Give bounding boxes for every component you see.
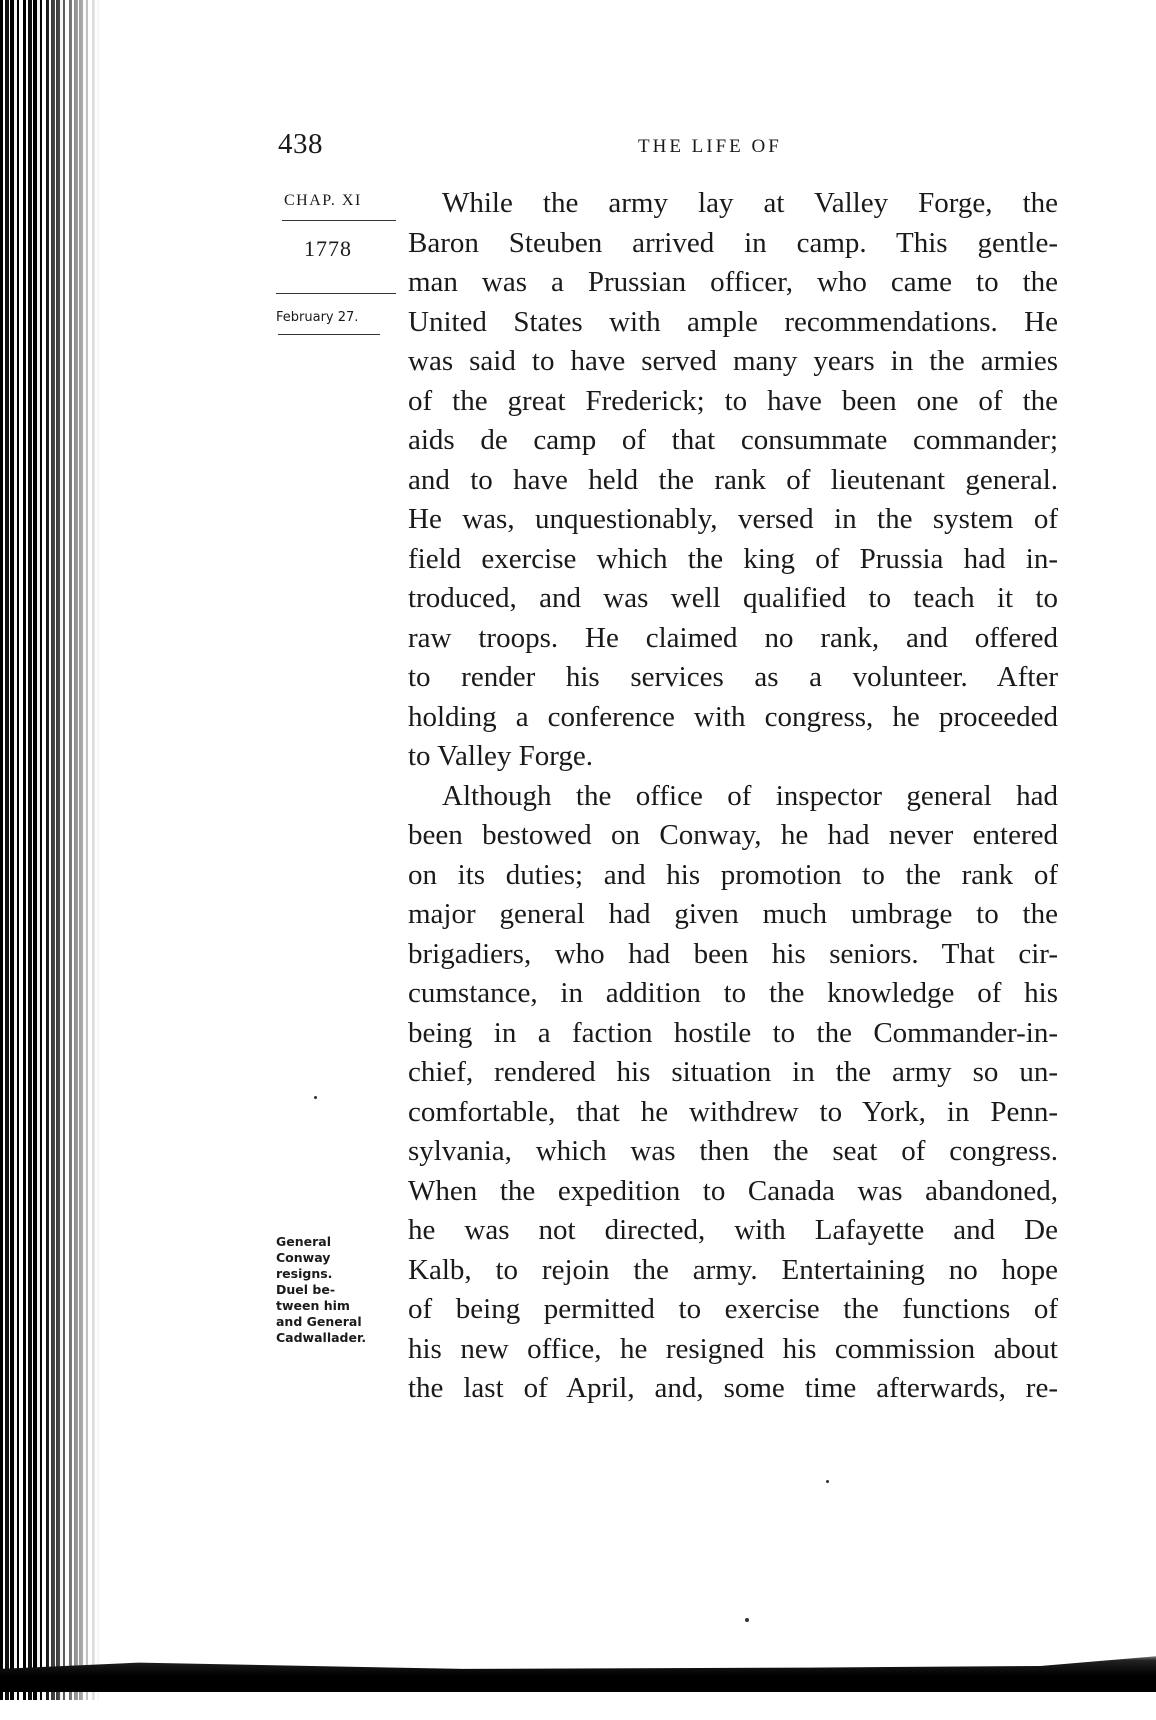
- text-line: aids de camp of that consummate commander;: [408, 424, 1058, 456]
- side-note-line: and General: [276, 1314, 362, 1329]
- text-line: and to have held the rank of lieutenant general.: [408, 463, 1058, 496]
- margin-rule: [282, 220, 396, 221]
- margin-rule: [276, 293, 396, 294]
- side-note-line: Duel be-: [276, 1282, 336, 1297]
- text-line: raw troops. He claimed no rank, and offered: [408, 621, 1058, 654]
- text-line: of the great Frederick; to have been one of the: [408, 384, 1058, 417]
- text-line: was said to have served many years in the armies: [408, 345, 1058, 377]
- text-line: his new office, he resigned his commission about: [408, 1332, 1058, 1365]
- side-note-line: tween him: [276, 1298, 350, 1313]
- page-header: [278, 128, 1058, 168]
- text-line: He was, unquestionably, versed in the system of: [408, 503, 1058, 535]
- side-note-line: resigns.: [276, 1266, 333, 1281]
- text-line: cumstance, in addition to the knowledge of his: [408, 977, 1058, 1009]
- text-line: sylvania, which was then the seat of congress.: [408, 1135, 1058, 1167]
- text-line: chief, rendered his situation in the army so un-: [408, 1056, 1058, 1088]
- text-line: brigadiers, who had been his seniors. That cir-: [408, 937, 1058, 970]
- running-head: THE LIFE OF: [638, 136, 782, 157]
- paragraph: [408, 777, 1058, 1409]
- text-line: Although the office of inspector general had: [442, 779, 1058, 812]
- text-line: United States with ample recommendations. He: [408, 305, 1058, 338]
- date-label: February 27.: [276, 310, 359, 325]
- paragraph: [408, 184, 1058, 777]
- text-line: major general had given much umbrage to the: [408, 898, 1058, 930]
- side-note-line: Cadwallader.: [276, 1330, 367, 1345]
- body-text: [408, 184, 1058, 1409]
- scanned-bottom-edge: [0, 1650, 1156, 1692]
- text-line: man was a Prussian officer, who came to the: [408, 266, 1058, 298]
- year-label: 1778: [304, 236, 352, 261]
- text-line: troduced, and was well qualified to teach it to: [408, 582, 1058, 614]
- side-note: [276, 1234, 366, 1346]
- text-line: being in a faction hostile to the Commander-in-: [408, 1016, 1058, 1049]
- side-note-line: General: [276, 1234, 331, 1249]
- text-line: the last of April, and, some time afterwards, re-: [408, 1372, 1058, 1404]
- text-line: holding a conference with congress, he proceeded: [408, 700, 1058, 733]
- page-number: 438: [278, 128, 323, 160]
- chapter-label: CHAP. XI: [284, 192, 362, 209]
- side-note-line: Conway: [276, 1250, 331, 1265]
- scan-speck: [745, 1618, 749, 1622]
- text-line: to render his services as a volunteer. After: [408, 661, 1058, 693]
- text-line: he was not directed, with Lafayette and De: [408, 1214, 1058, 1246]
- scanned-binding-edge: [0, 0, 100, 1700]
- text-line: of being permitted to exercise the functions of: [408, 1293, 1058, 1325]
- text-line: on its duties; and his promotion to the rank of: [408, 858, 1058, 891]
- text-line: to Valley Forge.: [408, 740, 594, 772]
- text-line: field exercise which the king of Prussia had in-: [408, 542, 1058, 575]
- text-line: When the expedition to Canada was abandoned,: [408, 1174, 1058, 1207]
- scan-speck: [826, 1480, 829, 1483]
- text-line: comfortable, that he withdrew to York, in Penn-: [408, 1095, 1058, 1128]
- text-line: Kalb, to rejoin the army. Entertaining no hope: [408, 1253, 1058, 1286]
- margin-rule: [278, 334, 380, 335]
- text-line: been bestowed on Conway, he had never entered: [408, 819, 1058, 851]
- text-line: While the army lay at Valley Forge, the: [442, 187, 1058, 219]
- text-line: Baron Steuben arrived in camp. This gentle-: [408, 226, 1058, 259]
- scan-speck: [314, 1096, 317, 1099]
